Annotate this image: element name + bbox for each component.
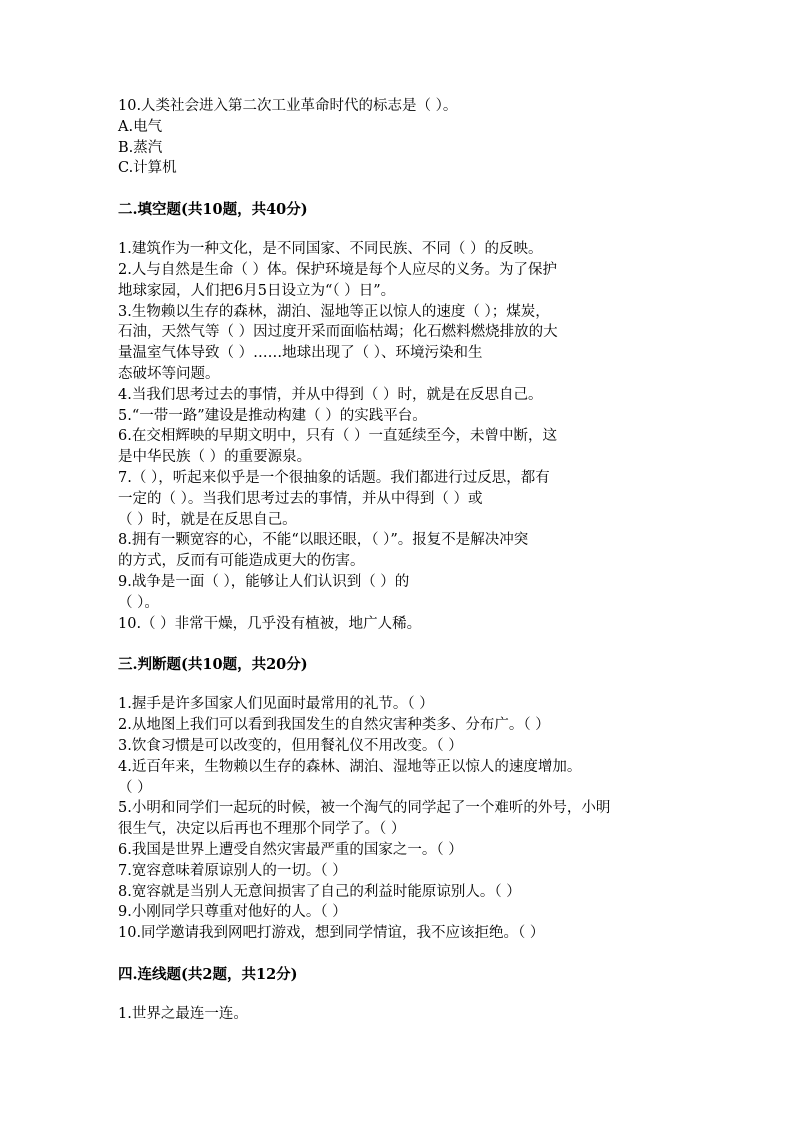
question-text: 10.人类社会进入第二次工业革命时代的标志是（ ）。 — [118, 98, 458, 114]
judge-line: 5.小明和同学们一起玩的时候，被一个淘气的同学起了一个难听的外号，小明 — [118, 800, 611, 817]
fill-line: （ ）时，就是在反思自己。 — [118, 511, 297, 528]
judge-line: 9.小刚同学只尊重对他好的人。（ ） — [118, 904, 347, 921]
fill-line: 的方式，反而有可能造成更大的伤害。 — [118, 553, 365, 570]
judge-section — [118, 694, 674, 944]
judge-line: 1.握手是许多国家人们见面时最常用的礼节。（ ） — [118, 696, 434, 713]
section-heading-fill: 二.填空题(共10题，共40分) — [118, 201, 308, 219]
exam-page — [118, 96, 674, 1025]
fill-line: 9.战争是一面（ ），能够让人们认识到（ ）的 — [118, 573, 410, 590]
fill-line: 3.生物赖以生存的森林，湖泊、湿地等正以惊人的速度（ ）；煤炭， — [118, 303, 550, 320]
fill-line: 量温室气体导致（ ）……地球出现了（ ）、环境污染和生 — [118, 345, 483, 362]
fill-line: 地球家园，人们把6月5日设立为“（ ）日”。 — [118, 282, 396, 299]
fill-line: 一定的（ ）。当我们思考过去的事情，并从中得到（ ）或 — [118, 490, 483, 507]
fill-section — [118, 239, 674, 634]
option-a: A.电气 — [118, 118, 163, 135]
fill-line: 2.人与自然是生命（ ）体。保护环境是每个人应尽的义务。为了保护 — [118, 261, 557, 278]
match-section — [118, 1004, 674, 1025]
option-b: B.蒸汽 — [118, 139, 163, 156]
judge-line: 2.从地图上我们可以看到我国发生的自然灾害种类多、分布广。（ ） — [118, 717, 550, 734]
judge-line: 6.我国是世界上遭受自然灾害最严重的国家之一。（ ） — [118, 841, 463, 858]
option-c: C.计算机 — [118, 160, 177, 177]
judge-line: 3.饮食习惯是可以改变的，但用餐礼仪不用改变。（ ） — [118, 737, 463, 754]
fill-line: 是中华民族（ ）的重要源泉。 — [118, 449, 312, 466]
fill-line: 态破坏等问题。 — [118, 365, 220, 382]
judge-line: 10.同学邀请我到网吧打游戏，想到同学情谊，我不应该拒绝。（ ） — [118, 925, 545, 942]
judge-line: 7.宽容意味着原谅别人的一切。（ ） — [118, 862, 347, 879]
section-heading-match: 四.连线题(共2题，共12分) — [118, 965, 298, 983]
question-10-choice — [118, 96, 674, 179]
judge-line: 4.近百年来，生物赖以生存的森林、湖泊、湿地等正以惊人的速度增加。 — [118, 758, 582, 775]
fill-line: 4.当我们思考过去的事情，并从中得到（ ）时，就是在反思自己。 — [118, 386, 543, 403]
fill-line: （ ）。 — [118, 594, 159, 611]
judge-line: 很生气，决定以后再也不理那个同学了。（ ） — [118, 821, 406, 838]
fill-line: 1.建筑作为一种文化，是不同国家、不同民族、不同（ ）的反映。 — [118, 241, 543, 258]
match-line: 1.世界之最连一连。 — [118, 1005, 248, 1022]
judge-line: （ ） — [118, 779, 152, 796]
section-heading-judge: 三.判断题(共10题，共20分) — [118, 656, 308, 674]
fill-line: 6.在交相辉映的早期文明中，只有（ ）一直延续至今，未曾中断，这 — [118, 428, 557, 445]
judge-line: 8.宽容就是当别人无意间损害了自己的利益时能原谅别人。（ ） — [118, 883, 521, 900]
fill-line: 7.（ ），听起来似乎是一个很抽象的话题。我们都进行过反思，都有 — [118, 469, 550, 486]
fill-line: 10.（ ）非常干燥，几乎没有植被，地广人稀。 — [118, 615, 422, 632]
fill-line: 8.拥有一颗宽容的心，不能“以眼还眼，（ ）”。报复不是解决冲突 — [118, 532, 529, 549]
fill-line: 石油，天然气等（ ）因过度开采而面临枯竭；化石燃料燃烧排放的大 — [118, 324, 558, 341]
fill-line: 5.“一带一路”建设是推动构建（ ）的实践平台。 — [118, 407, 427, 424]
